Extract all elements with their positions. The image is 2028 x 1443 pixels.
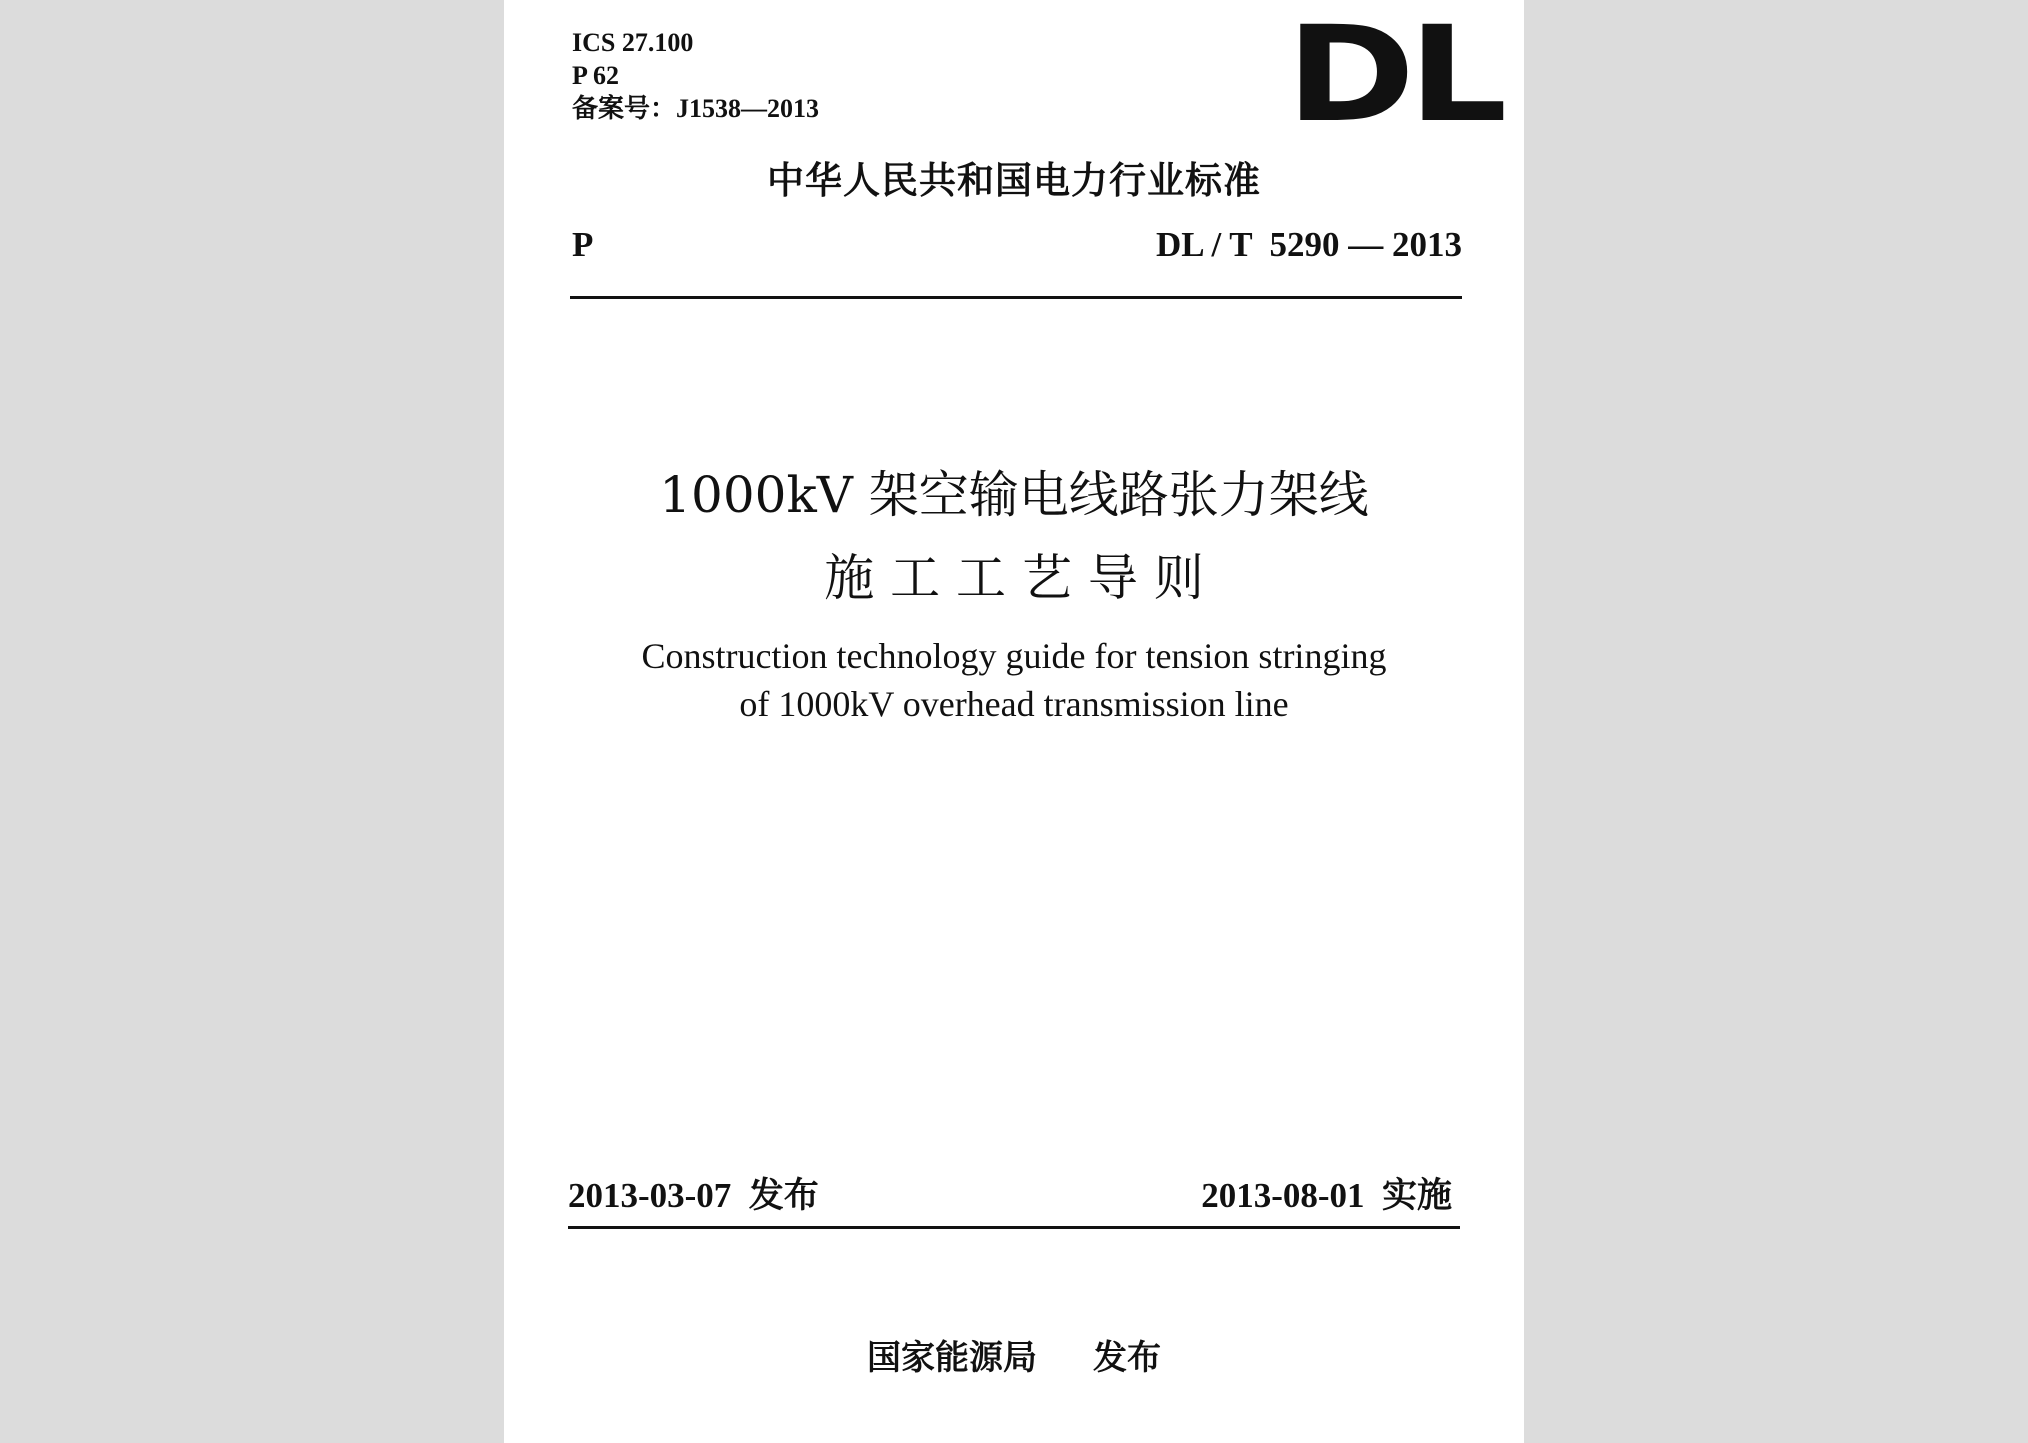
category-code: P 62 (572, 61, 619, 90)
publisher-line (504, 1330, 1524, 1379)
chinese-title-line-1: 1000kV 架空输电线路张力架线 (659, 466, 1369, 524)
record-number: 备案号：J1538—2013 (572, 94, 820, 123)
ics-code: ICS 27.100 (572, 28, 694, 57)
publisher-action: 发布 (1093, 1338, 1161, 1378)
publisher-name: 国家能源局 (867, 1338, 1037, 1378)
standard-issuer-title: 中华人民共和国电力行业标准 (767, 159, 1261, 202)
implementation-date: 2013-08-01 实施 (1201, 1176, 1452, 1215)
release-date: 2013-03-07 发布 (568, 1176, 819, 1215)
standard-code: DL / T 5290 — 2013 (1156, 225, 1462, 264)
english-title-line-1: Construction technology guide for tension stringing (641, 636, 1387, 676)
top-divider (570, 296, 1462, 299)
document-cover-page (504, 0, 1524, 1443)
classification-letter: P (572, 225, 594, 264)
chinese-title-line-2: 施 工 工 艺 导 则 (824, 549, 1204, 607)
bottom-divider (568, 1226, 1460, 1229)
dl-logo: DL (1286, 0, 1501, 152)
english-title-line-2: of 1000kV overhead transmission line (739, 684, 1289, 724)
